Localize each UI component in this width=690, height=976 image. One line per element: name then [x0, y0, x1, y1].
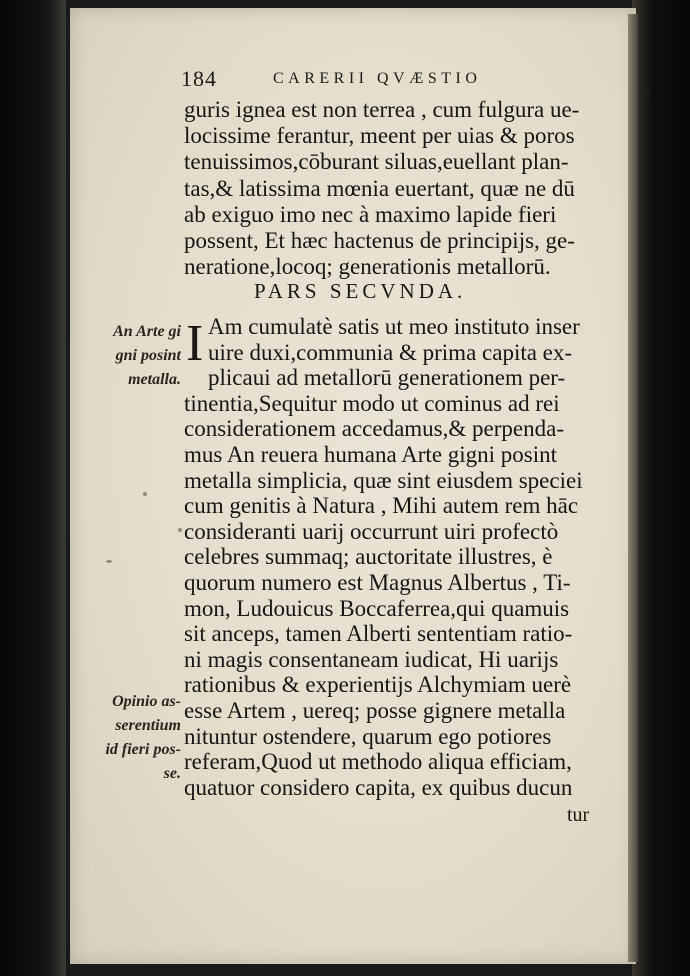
text-line: rationibus & experientijs Alchymiam uerè — [184, 672, 572, 698]
text-line: uire duxi,communia & prima capita ex- — [208, 339, 573, 365]
page-number: 184 — [181, 66, 217, 91]
page-edge — [628, 14, 638, 962]
dagger-mark: † — [645, 86, 651, 100]
paper-speck — [178, 528, 182, 532]
text-line: mus An reuera humana Arte gigni posint — [184, 442, 558, 467]
text-line: consideranti uarij occurrunt uiri profectò — [184, 518, 559, 544]
text-line: possent, Et hæc hactenus de principijs, ge- — [184, 228, 575, 253]
right-background — [632, 0, 690, 976]
margin-note-line: Opinio as- — [112, 693, 181, 710]
text-line: ab exiguo imo nec à maximo lapide fieri — [184, 201, 557, 227]
text-line: quorum numero est Magnus Albertus , Ti- — [184, 570, 571, 595]
margin-note-line: An Arte gi — [113, 323, 181, 340]
text-line: guris ignea est non terrea , cum fulgura ue- — [184, 97, 580, 122]
margin-note-1 — [84, 320, 181, 392]
text-line: considerationem accedamus,& perpenda- — [184, 416, 564, 442]
text-line: mon, Ludouicus Boccaferrea,qui quamuis — [184, 595, 570, 621]
page-header — [181, 66, 651, 100]
text-line: Am cumulatè satis ut meo instituto inser — [208, 314, 580, 339]
margin-note-2 — [84, 690, 181, 786]
margin-note-line: metalla. — [128, 371, 181, 388]
text-line: plicaui ad metallorū generationem per- — [208, 365, 566, 391]
text-line: cum genitis à Natura , Mihi autem rem hāc — [184, 493, 579, 519]
left-background — [0, 0, 66, 976]
drop-cap: I — [186, 315, 204, 372]
paper-speck — [106, 560, 112, 563]
text-line: esse Artem , uereq; posse gignere metalla — [184, 698, 566, 723]
margin-note-line: serentium — [115, 717, 181, 734]
section-title: PARS SECVNDA. — [254, 279, 467, 303]
text-line: sit anceps, tamen Alberti sententiam ratio- — [184, 621, 573, 647]
text-line: nituntur ostendere, quarum ego potiores — [184, 723, 552, 749]
margin-note-line: id fieri pos- — [105, 741, 181, 758]
text-line: tenuissimos,cōburant siluas,euellant plan- — [184, 149, 569, 175]
text-line: celebres summaq; auctoritate illustres, è — [184, 544, 553, 570]
text-line: ni magis consentaneam iudicat, Hi uarijs — [184, 646, 559, 672]
text-line: tinentia,Sequitur modo ut cominus ad rei — [184, 390, 560, 416]
text-line: neratione,locoq; generationis metallorū. — [184, 254, 551, 280]
text-line: quatuor considero capita, ex quibus ducun — [184, 774, 573, 800]
text-line: locissime ferantur, meent per uias & poros — [184, 123, 575, 149]
catchword: tur — [567, 804, 590, 826]
margin-note-line: se. — [163, 765, 181, 782]
margin-note-line: gni posint — [115, 347, 181, 364]
text-line: tas,& latissima mœnia euertant, quæ ne dū — [184, 175, 575, 201]
paper-speck — [143, 492, 147, 496]
running-head: CARERII QVÆSTIO — [273, 70, 482, 87]
text-line: referam,Quod ut methodo aliqua efficiam, — [184, 749, 572, 775]
text-line: metalla simplicia, quæ sint eiusdem speciei — [184, 467, 583, 493]
